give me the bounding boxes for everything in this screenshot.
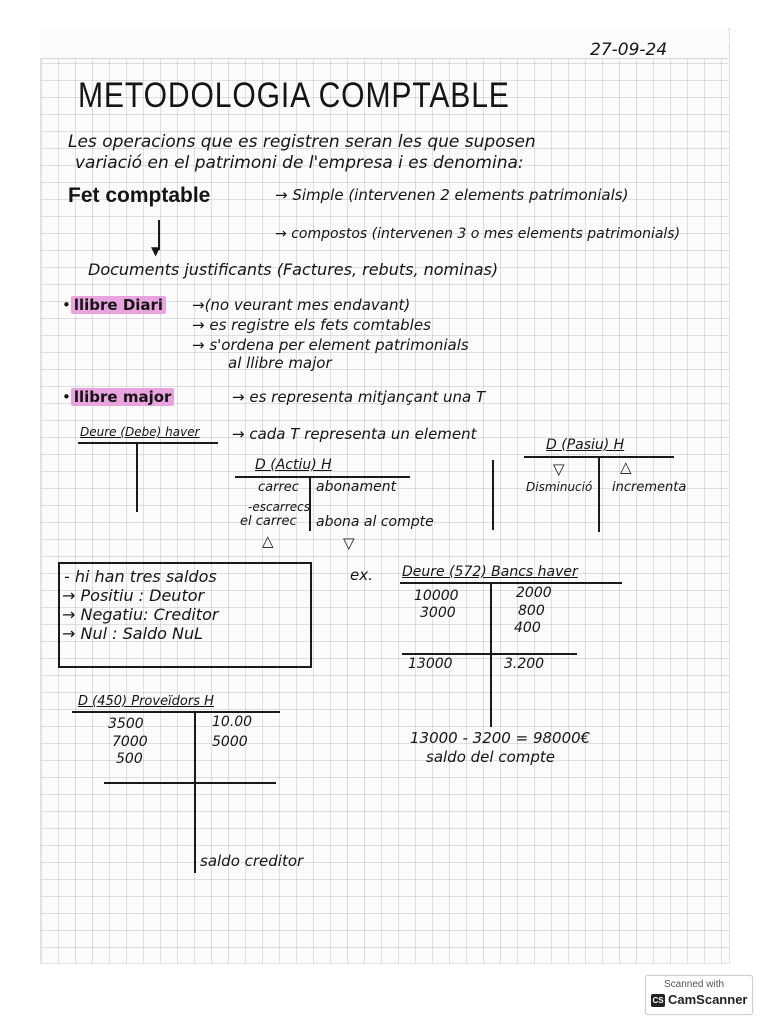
camscanner-logo-icon: CS <box>652 996 664 1005</box>
example-left-2: 3000 <box>420 605 456 621</box>
up-triangle-icon: △ <box>262 532 274 550</box>
example-calc: 13000 - 3200 = 98000€ <box>410 729 591 747</box>
example-t-bar <box>400 582 622 584</box>
camscanner-badge <box>645 975 753 1015</box>
t-prov-bar <box>72 711 280 713</box>
t-prov-header: D (450) Proveïdors H <box>78 694 214 709</box>
diari-item-4: al llibre major <box>228 354 332 372</box>
saldo-row-2: → Negatiu: Creditor <box>62 605 219 624</box>
example-total-left: 13000 <box>408 656 453 672</box>
t-pasiu-header: D (Pasiu) H <box>546 437 625 453</box>
camscanner-name: CamScanner <box>668 992 748 1007</box>
t-actiu-bar <box>235 476 410 478</box>
saldos-title: - hi han tres saldos <box>64 567 217 586</box>
down-triangle-icon: ▽ <box>553 460 565 478</box>
t-actiu-abonament: abonament <box>316 479 397 495</box>
diari-item-1: →(no veurant mes endavant) <box>192 296 411 314</box>
intro-line-2: variació en el patrimoni de l'empresa i es denomina: <box>75 153 524 173</box>
t-prov-right-1: 10.00 <box>212 714 253 730</box>
example-ex: ex. <box>350 566 373 584</box>
t-prov-stem <box>194 711 196 873</box>
fet-comptable-label: Fet comptable <box>68 184 211 207</box>
cada-t: → cada T representa un element <box>232 425 477 443</box>
example-right-1: 2000 <box>516 585 552 601</box>
example-right-2: 800 <box>518 603 545 619</box>
llibre-diari-label: • llibre Diari <box>62 296 166 314</box>
divider-vertical <box>492 460 494 530</box>
example-sum-line <box>402 653 577 655</box>
t-prov-left-2: 7000 <box>112 734 148 750</box>
example-note: saldo del compte <box>426 748 555 766</box>
t-actiu-escarrecs: -escarrecs <box>248 500 311 514</box>
up-triangle-icon: △ <box>620 458 632 476</box>
date: 27-09-24 <box>590 40 668 60</box>
t-prov-left-1: 3500 <box>108 716 144 732</box>
t-account-left-stem <box>136 442 138 512</box>
t-prov-sum-line <box>104 782 276 784</box>
example-left-1: 10000 <box>414 588 459 604</box>
t-actiu-header: D (Actiu) H <box>255 457 332 473</box>
saldo-row-1: → Positiu : Deutor <box>62 586 205 605</box>
t-pasiu-incrementa: incrementa <box>612 480 687 495</box>
page-title: METODOLOGIA COMPTABLE <box>78 76 510 115</box>
intro-line-1: Les operacions que es registren seran les que suposen <box>68 132 536 152</box>
example-right-3: 400 <box>514 620 541 636</box>
saldo-row-3: → Nul : Saldo NuL <box>62 624 204 643</box>
fet-simple: → Simple (intervenen 2 elements patrimonials) <box>275 186 629 204</box>
t-pasiu-stem <box>598 456 600 532</box>
t-actiu-abona: abona al compte <box>316 514 434 530</box>
example-header: Deure (572) Bancs haver <box>402 564 578 580</box>
t-prov-left-3: 500 <box>116 751 143 767</box>
major-item: → es representa mitjançant una T <box>232 388 486 406</box>
example-total-right: 3.200 <box>504 656 545 672</box>
t-account-left-bar <box>78 442 218 444</box>
down-triangle-icon: ▽ <box>343 534 355 552</box>
documents-justificants: Documents justificants (Factures, rebuts, nominas) <box>88 260 499 279</box>
down-arrow-icon: ▼ <box>151 244 161 258</box>
t-prov-note: saldo creditor <box>200 852 304 870</box>
t-prov-right-2: 5000 <box>212 734 248 750</box>
diari-item-2: → es registre els fets comtables <box>192 316 431 334</box>
scanned-with-text: Scanned with <box>664 979 725 990</box>
diari-item-3: → s'ordena per element patrimonials <box>192 336 469 354</box>
deure-haver-label: Deure (Debe) haver <box>80 425 200 439</box>
t-pasiu-disminucio: Disminució <box>526 480 593 494</box>
fet-compostos: → compostos (intervenen 3 o mes elements patrimonials) <box>275 226 681 242</box>
t-actiu-carrec: carrec <box>258 480 299 495</box>
llibre-major-label: • llibre major <box>62 388 174 406</box>
t-actiu-el-carrec: el carrec <box>240 514 297 529</box>
